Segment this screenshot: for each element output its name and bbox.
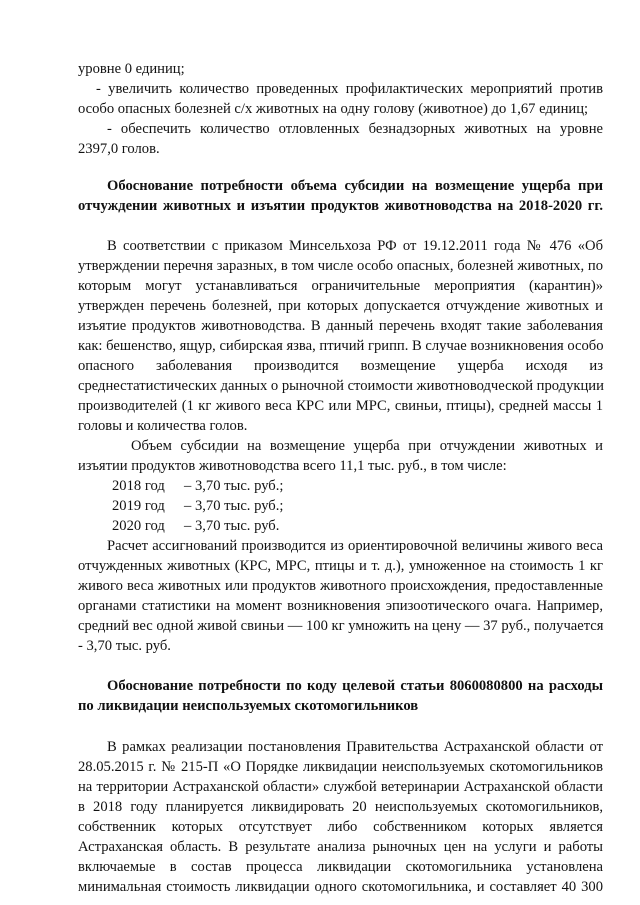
- section2-heading-line-1: Обоснование потребности по коду целевой статьи 8060080800 на расходы: [107, 678, 603, 694]
- section1-heading-line-1: Обоснование потребности объема субсидии на возмещение ущерба при: [107, 178, 603, 194]
- section2-p1-line: В рамках реализации постановления Правительства Астраханской области от: [107, 739, 603, 755]
- year-label: 2019 год: [112, 498, 165, 514]
- section1-p1-line: В соответствии с приказом Минсельхоза РФ от 19.12.2011 года № 476 «Об: [107, 238, 603, 254]
- intro-line-5: 2397,0 голов.: [78, 141, 160, 157]
- section2-p1-line: 28.05.2015 г. № 215-П «О Порядке ликвидации неиспользуемых скотомогильников: [78, 759, 603, 775]
- section1-p3-line: живого веса животных или продуктов животного происхождения, предоставленные: [78, 578, 603, 594]
- section2-p1-line: включаемые в состав процесса ликвидации скотомогильника установлена: [78, 859, 603, 875]
- section1-p2-line: Объем субсидии на возмещение ущерба при отчуждении животных и: [131, 438, 603, 454]
- section1-p3-line: органами статистики на момент возникновения эпизоотического очага. Например,: [78, 598, 603, 614]
- year-amount: – 3,70 тыс. руб.: [184, 518, 280, 534]
- section2-heading-line-2: по ликвидации неиспользуемых скотомогильников: [78, 698, 419, 714]
- section1-p1-line: головы и количества голов.: [78, 418, 248, 434]
- year-amount: – 3,70 тыс. руб.;: [184, 478, 284, 494]
- intro-line-1: уровне 0 единиц;: [78, 61, 185, 77]
- section1-p1-line: опасного заболевания производится возмещение ущерба исходя из: [78, 358, 603, 374]
- section1-heading-line-2: отчуждении животных и изъятии продуктов животноводства на 2018-2020 гг.: [78, 198, 603, 214]
- section1-p1-line: как: бешенство, ящур, сибирская язва, птичий грипп. В случае возникновения особо: [78, 338, 604, 354]
- section1-p1-line: утвержден перечень болезней, при которых допускается отчуждение животных и: [78, 298, 603, 314]
- year-amount: – 3,70 тыс. руб.;: [184, 498, 284, 514]
- section2-p1-line: собственник которых отсутствует либо собственником которых является: [78, 819, 603, 835]
- section2-p1-line: на территории Астраханской области» службой ветеринарии Астраханской области: [78, 779, 603, 795]
- section1-p1-line: утверждении перечня заразных, в том числе особо опасных, болезней животных, по: [78, 258, 603, 274]
- section1-p1-line: которым могут устанавливаться ограничительные мероприятия (карантин)»: [78, 278, 603, 294]
- year-label: 2020 год: [112, 518, 165, 534]
- section1-p1-line: производителей (1 кг живого веса КРС или МРС, свиньи, птицы), средней массы 1: [78, 398, 603, 414]
- section2-p1-line: минимальная стоимость ликвидации одного скотомогильника, и составляет 40 300: [78, 879, 603, 895]
- section2-p1-line: в 2018 году планируется ликвидировать 20 неиспользуемых скотомогильников,: [78, 799, 603, 815]
- section1-p1-line: среднестатистических данных о рыночной стоимости животноводческой продукции: [78, 378, 604, 394]
- intro-line-3: особо опасных болезней с/х животных на одну голову (животное) до 1,67 единиц;: [78, 101, 589, 117]
- section1-p3-line: средний вес одной живой свиньи — 100 кг умножить на цену — 37 руб., получается: [78, 618, 604, 634]
- section1-p3-line: - 3,70 тыс. руб.: [78, 638, 171, 654]
- section2-p1-line: Астраханская область. В результате анализа рыночных цен на услуги и работы: [78, 839, 603, 855]
- section1-p3-line: отчужденных животных (КРС, МРС, птицы и т. д.), умноженное на стоимость 1 кг: [78, 558, 603, 574]
- year-label: 2018 год: [112, 478, 165, 494]
- intro-line-2: - увеличить количество проведенных профилактических мероприятий против: [96, 81, 603, 97]
- section1-p2-line: изъятии продуктов животноводства всего 11,1 тыс. руб., в том числе:: [78, 458, 507, 474]
- intro-line-4: - обеспечить количество отловленных безнадзорных животных на уровне: [107, 121, 603, 137]
- section1-p1-line: изъятие продуктов животноводства. В данный перечень входят такие заболевания: [78, 318, 603, 334]
- section1-p3-line: Расчет ассигнований производится из ориентировочной величины живого веса: [107, 538, 603, 554]
